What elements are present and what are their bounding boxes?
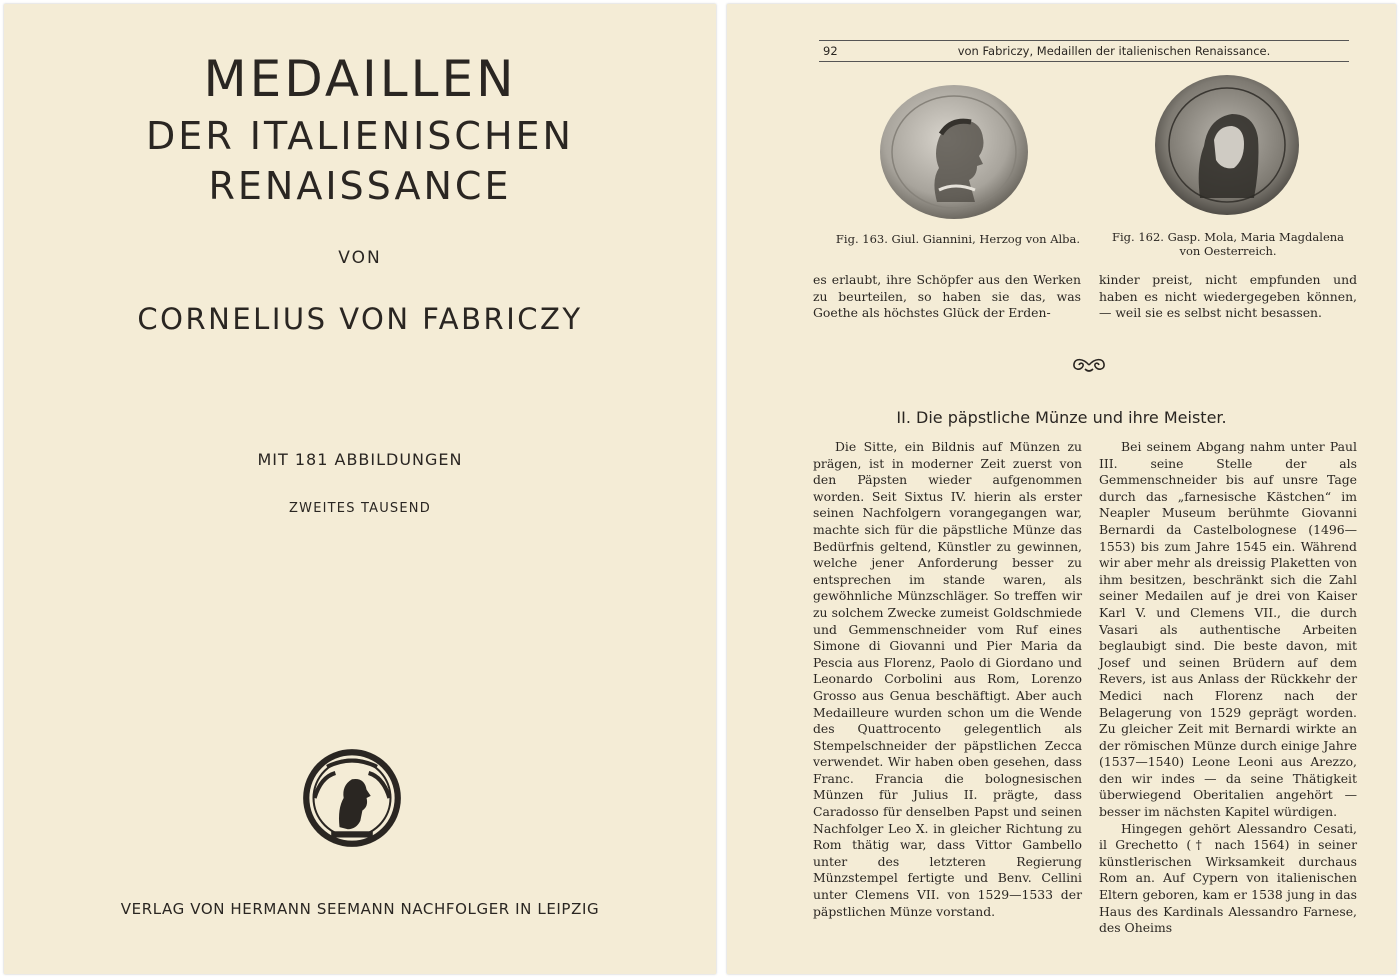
figure-caption: Fig. 163. Giul. Giannini, Herzog von Alba. bbox=[835, 232, 1081, 246]
running-header bbox=[819, 40, 1349, 62]
title-page bbox=[4, 4, 716, 974]
paragraph: Hingegen gehört Alessandro Cesati, il Grechetto († nach 1564) in seiner künstlerischen Wirksamkeit durchaus Rom an. Auf Cypern von italienischen Eltern geboren, kam er 1538 jung in das Haus des Kardinals Alessandro Farnese, des Oheims bbox=[1099, 820, 1357, 936]
book-title-line-3: RENAISSANCE bbox=[208, 164, 512, 208]
publisher-emblem-icon bbox=[300, 746, 404, 850]
publisher-imprint: VERLAG VON HERMANN SEEMANN NACHFOLGER IN LEIPZIG bbox=[120, 900, 600, 918]
running-title: von Fabriczy, Medaillen der italienischen Renaissance. bbox=[957, 44, 1271, 58]
illustrations-note: MIT 181 ABBILDUNGEN bbox=[257, 450, 463, 469]
medal-portrait-man-icon bbox=[879, 84, 1029, 220]
intro-column-right bbox=[1099, 272, 1357, 322]
section-heading: II. Die päpstliche Münze und ihre Meister. bbox=[896, 408, 1227, 427]
book-title-line-2: DER ITALIENISCHEN bbox=[146, 114, 574, 158]
body-column-left bbox=[813, 439, 1082, 920]
author-name: CORNELIUS VON FABRICZY bbox=[137, 302, 583, 336]
medal-portrait-woman-icon bbox=[1154, 74, 1300, 216]
floral-ornament-icon bbox=[1071, 356, 1107, 374]
figure-caption: Fig. 162. Gasp. Mola, Maria Magdalena von Oesterreich. bbox=[1111, 230, 1345, 258]
body-column-right bbox=[1099, 439, 1357, 937]
paragraph: kinder preist, nicht empfunden und haben es nicht wiedergegeben können, — weil sie es selbst nicht besassen. bbox=[1099, 272, 1357, 321]
by-label: VON bbox=[338, 248, 382, 268]
intro-column-left bbox=[813, 272, 1081, 322]
paragraph: es erlaubt, ihre Schöpfer aus den Werken zu beurteilen, so haben sie das, was Goethe als höchstes Glück der Erden- bbox=[813, 272, 1081, 321]
paragraph: Bei seinem Abgang nahm unter Paul III. seine Stelle der als Gemmenschneider bis auf unsre Tage durch das „farnesische Kästchen“ im Neapler Museum berühmte Giovanni Bernardi da Castelbolognese (1496—1553) bis zum Jahre 1545 ein. Während wir aber mehr als dreissig Plaketten von ihm besitzen, beschränkt sich die Zahl seiner Medailen auf je drei von Kaiser Karl V. und Clemens VII., die durch Vasari als authentische Arbeiten beglaubigt sind. Die beste davon, mit Josef und seinen Brüdern auf dem Revers, ist aus Anlass der Rückkehr der Medici nach Florenz nach der Belagerung von 1529 geprägt worden. Zu gleicher Zeit mit Bernardi wirkte an der römischen Münze durch einige Jahre (1537—1540) Leone Leoni aus Arezzo, den wir indes — da seine Thätigkeit überwiegend Oberitalien angehört — besser im nächsten Kapitel würdigen. bbox=[1099, 439, 1357, 820]
edition-note: ZWEITES TAUSEND bbox=[289, 501, 431, 516]
text-page bbox=[727, 4, 1396, 974]
paragraph: Die Sitte, ein Bildnis auf Münzen zu prägen, ist in moderner Zeit zuerst von den Päpsten wieder aufgenommen worden. Seit Sixtus IV. hierin als erster seinen Nachfolgern vorangegangen war, machte sich für die päpstliche Münze das Bedürfnis geltend, Künstler zu gewinnen, welche jener Anforderung besser zu entsprechen im stande waren, als gewöhnliche Münzschläger. So treffen wir zu solchem Zwecke zumeist Goldschmiede und Gemmenschneider vom Ruf eines Simone di Giovanni und Pier Maria da Pescia aus Florenz, Paolo di Giordano und Leonardo Corbolini aus Rom, Lorenzo Grosso aus Genua beschäftigt. Aber auch Medailleure wurden schon um die Wende des Quattrocento gelegentlich als Stempelschneider der päpstlichen Zecca verwendet. Wir haben oben gesehen, dass Franc. Francia die bolognesischen Münzen für Julius II. prägte, dass Caradosso für denselben Papst und seinen Nachfolger Leo X. in gleicher Richtung zu Rom thätig war, dass Vittor Gambello unter des letzteren Regierung Münzstempel fertigte und Benv. Cellini unter Clemens VII. von 1529—1533 der päpstlichen Münze vorstand. bbox=[813, 439, 1082, 919]
page-number: 92 bbox=[823, 44, 838, 58]
book-title-line-1: MEDAILLEN bbox=[203, 50, 517, 108]
